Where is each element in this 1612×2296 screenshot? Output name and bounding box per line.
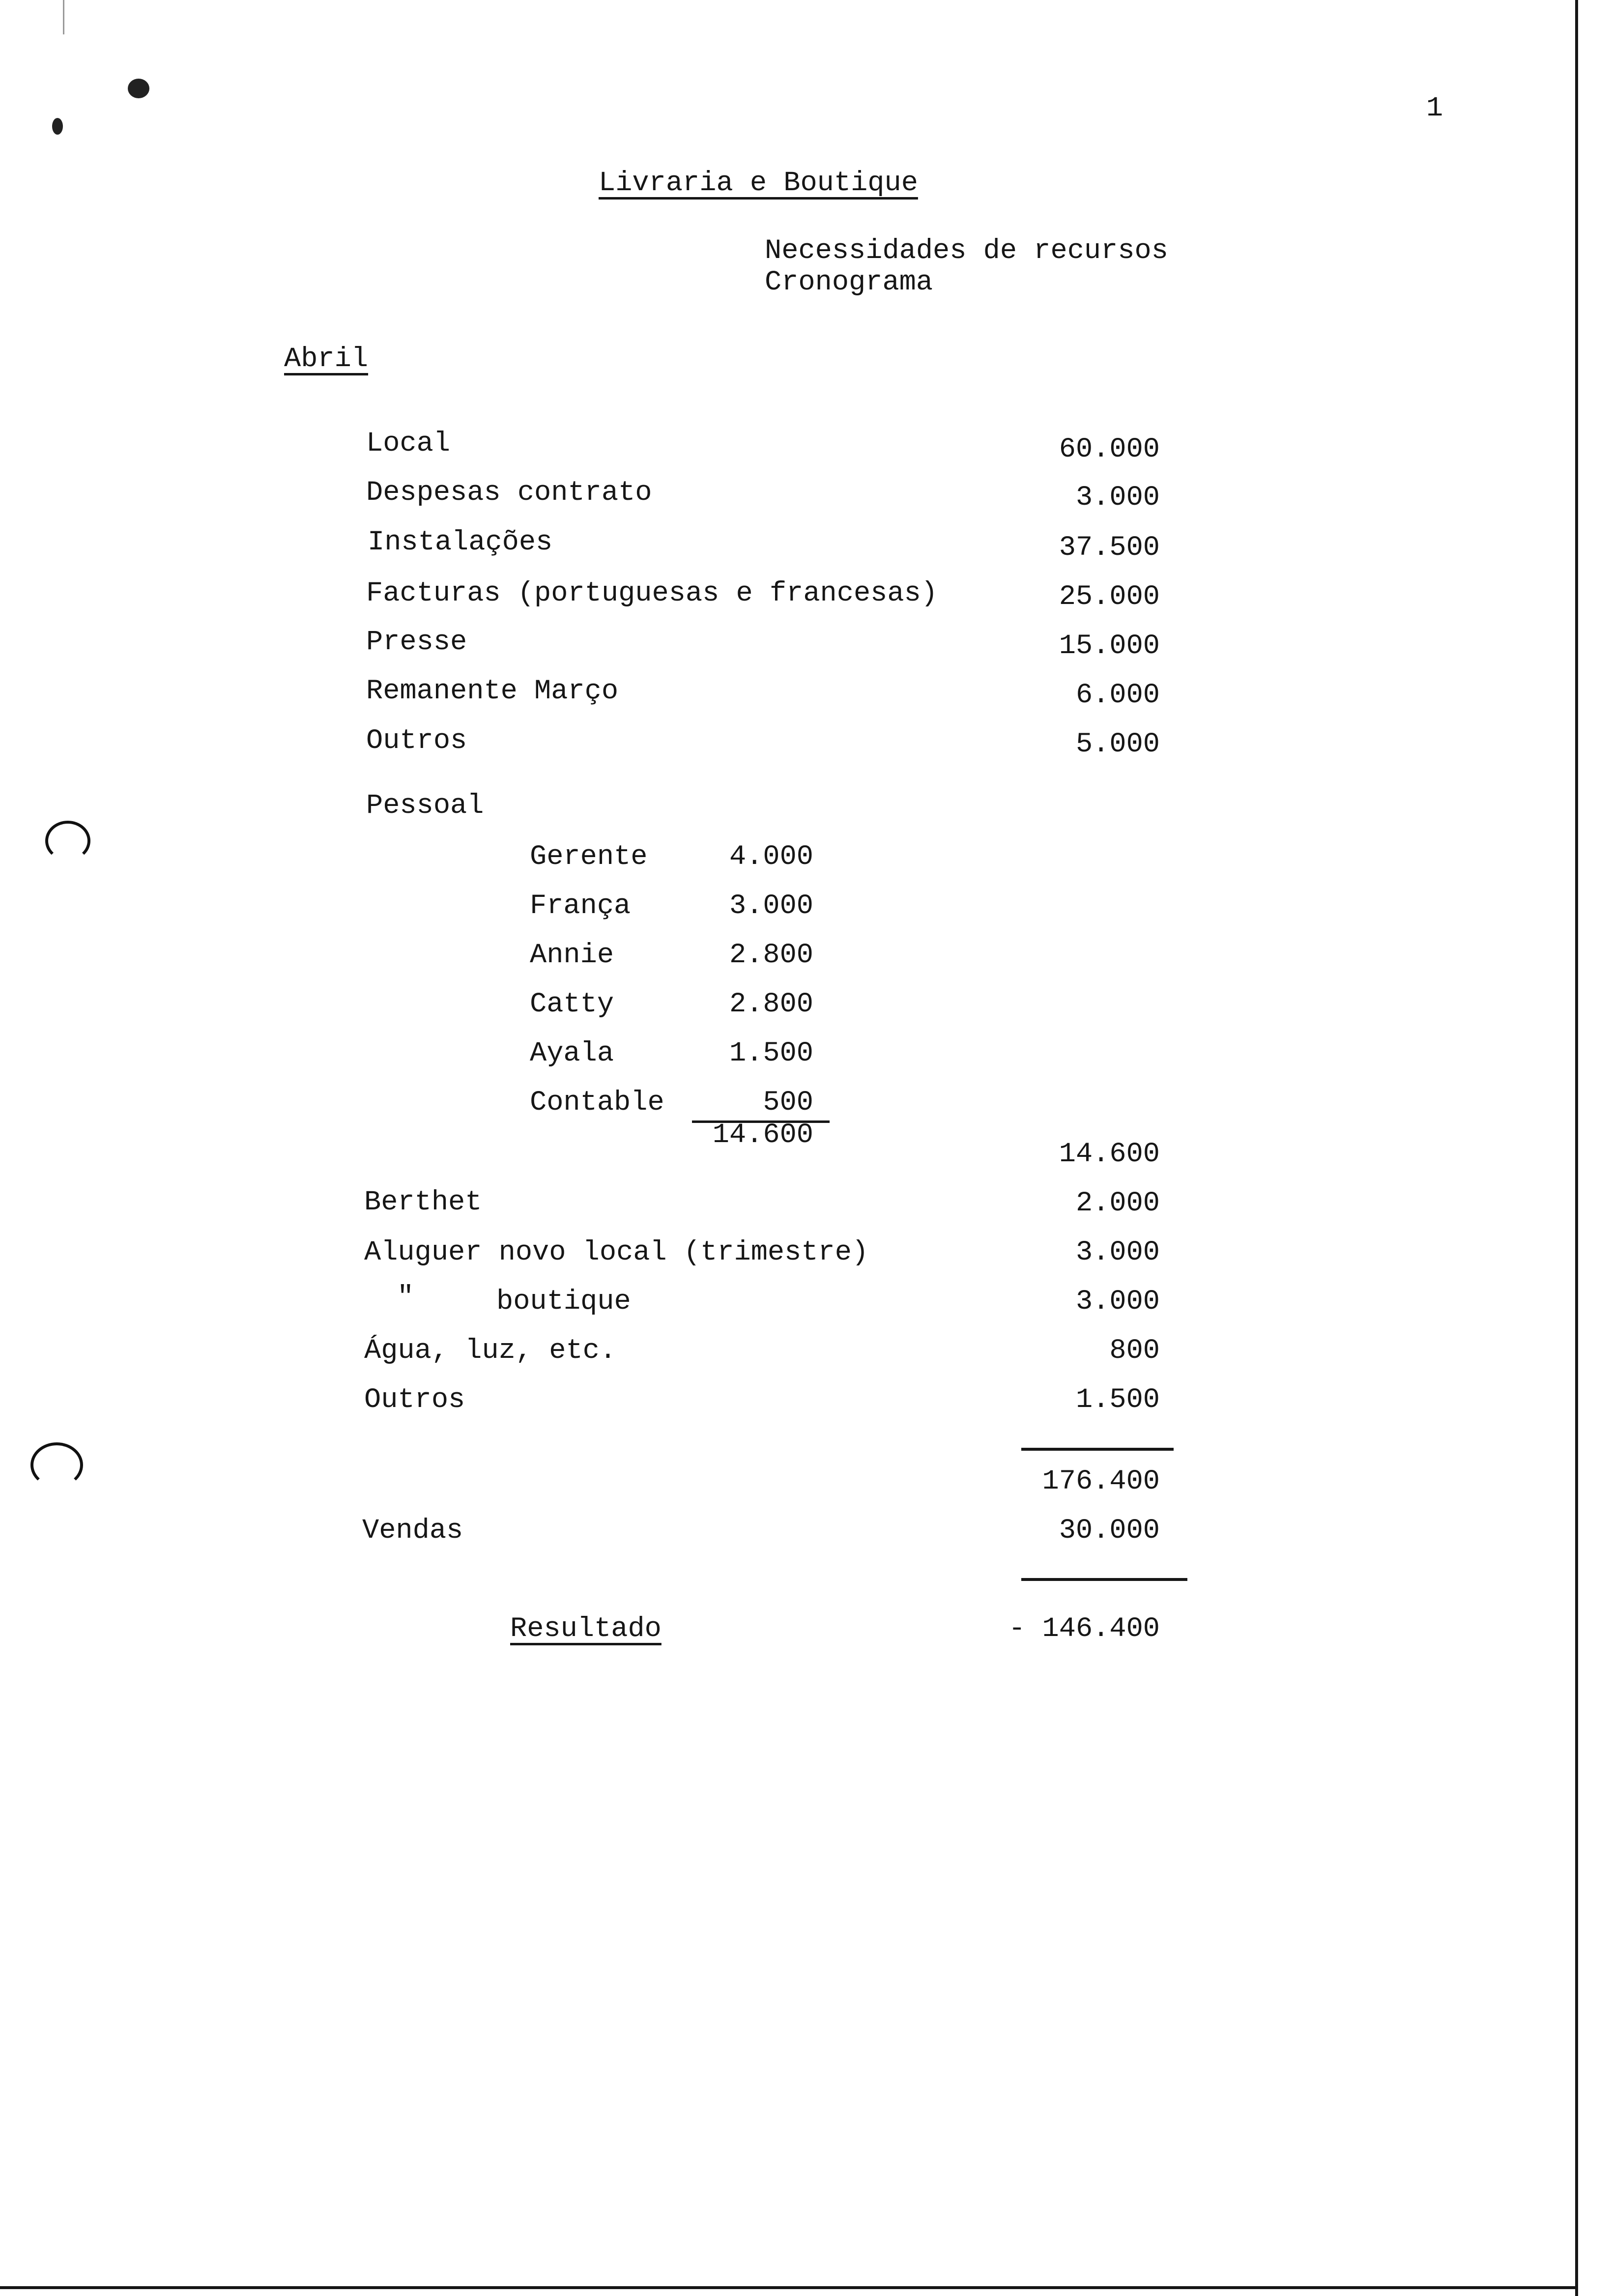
personnel-name: Ayala (530, 1038, 614, 1069)
sales-amount: 30.000 (1059, 1515, 1160, 1547)
expense-label: Água, luz, etc. (364, 1335, 617, 1367)
expense-amount: 3.000 (1075, 1286, 1160, 1318)
expense-label: boutique (496, 1286, 631, 1318)
expense-label: Berthet (364, 1187, 482, 1218)
expense-amount: 6.000 (1075, 680, 1160, 711)
expense-label: Despesas contrato (366, 477, 652, 509)
expense-label: Outros (366, 725, 467, 757)
expense-amount: 15.000 (1059, 631, 1160, 662)
result-sum-rule (1021, 1578, 1187, 1581)
ring-binder-mark (30, 1442, 83, 1488)
expense-amount: 800 (1109, 1335, 1160, 1367)
ditto-mark: " (397, 1282, 414, 1313)
personnel-heading: Pessoal (366, 790, 484, 822)
personnel-name: Gerente (530, 841, 648, 873)
expense-amount: 2.000 (1075, 1188, 1160, 1219)
expense-amount: 1.500 (1075, 1384, 1160, 1416)
document-subtitle-2: Cronograma (765, 267, 933, 298)
top-left-edge-line (63, 0, 64, 34)
expense-amount: 5.000 (1075, 729, 1160, 760)
month-heading: Abril (284, 344, 369, 375)
punch-hole-speck (128, 79, 149, 98)
personnel-name: Annie (530, 940, 614, 971)
personnel-subtotal: 14.600 (712, 1119, 813, 1151)
punch-hole-speck (52, 118, 63, 135)
personnel-name: Contable (530, 1087, 664, 1119)
personnel-amount: 500 (763, 1087, 813, 1119)
expense-amount: 60.000 (1059, 434, 1160, 465)
personnel-amount: 1.500 (729, 1038, 813, 1069)
result-amount: - 146.400 (1008, 1613, 1160, 1645)
expense-label: Remanente Março (366, 676, 619, 707)
right-page-edge (1575, 0, 1578, 2296)
expense-label: Outros (364, 1384, 465, 1416)
expense-amount: 25.000 (1059, 581, 1160, 613)
total-expenses: 176.400 (1042, 1466, 1160, 1497)
total-sum-rule (1021, 1448, 1174, 1451)
personnel-name: Catty (530, 989, 614, 1020)
personnel-carried-total: 14.600 (1059, 1139, 1160, 1170)
expense-amount: 3.000 (1075, 482, 1160, 514)
personnel-amount: 2.800 (729, 989, 813, 1020)
expense-label: Local (366, 428, 451, 459)
personnel-amount: 2.800 (729, 940, 813, 971)
expense-label: Instalações (368, 527, 553, 558)
document-title: Livraria e Boutique (599, 168, 918, 199)
personnel-amount: 4.000 (729, 841, 813, 873)
expense-label: Aluguer novo local (trimestre) (364, 1237, 869, 1268)
personnel-name: França (530, 890, 631, 922)
personnel-amount: 3.000 (729, 890, 813, 922)
bottom-page-edge (0, 2286, 1575, 2289)
sales-label: Vendas (362, 1515, 463, 1547)
expense-label: Facturas (portuguesas e francesas) (366, 578, 938, 609)
page-number: 1 (1426, 93, 1443, 124)
result-label: Resultado (510, 1613, 662, 1645)
expense-label: Presse (366, 627, 467, 658)
expense-amount: 3.000 (1075, 1237, 1160, 1268)
expense-amount: 37.500 (1059, 532, 1160, 564)
ring-binder-mark (45, 821, 90, 861)
document-subtitle: Necessidades de recursos (765, 235, 1168, 267)
